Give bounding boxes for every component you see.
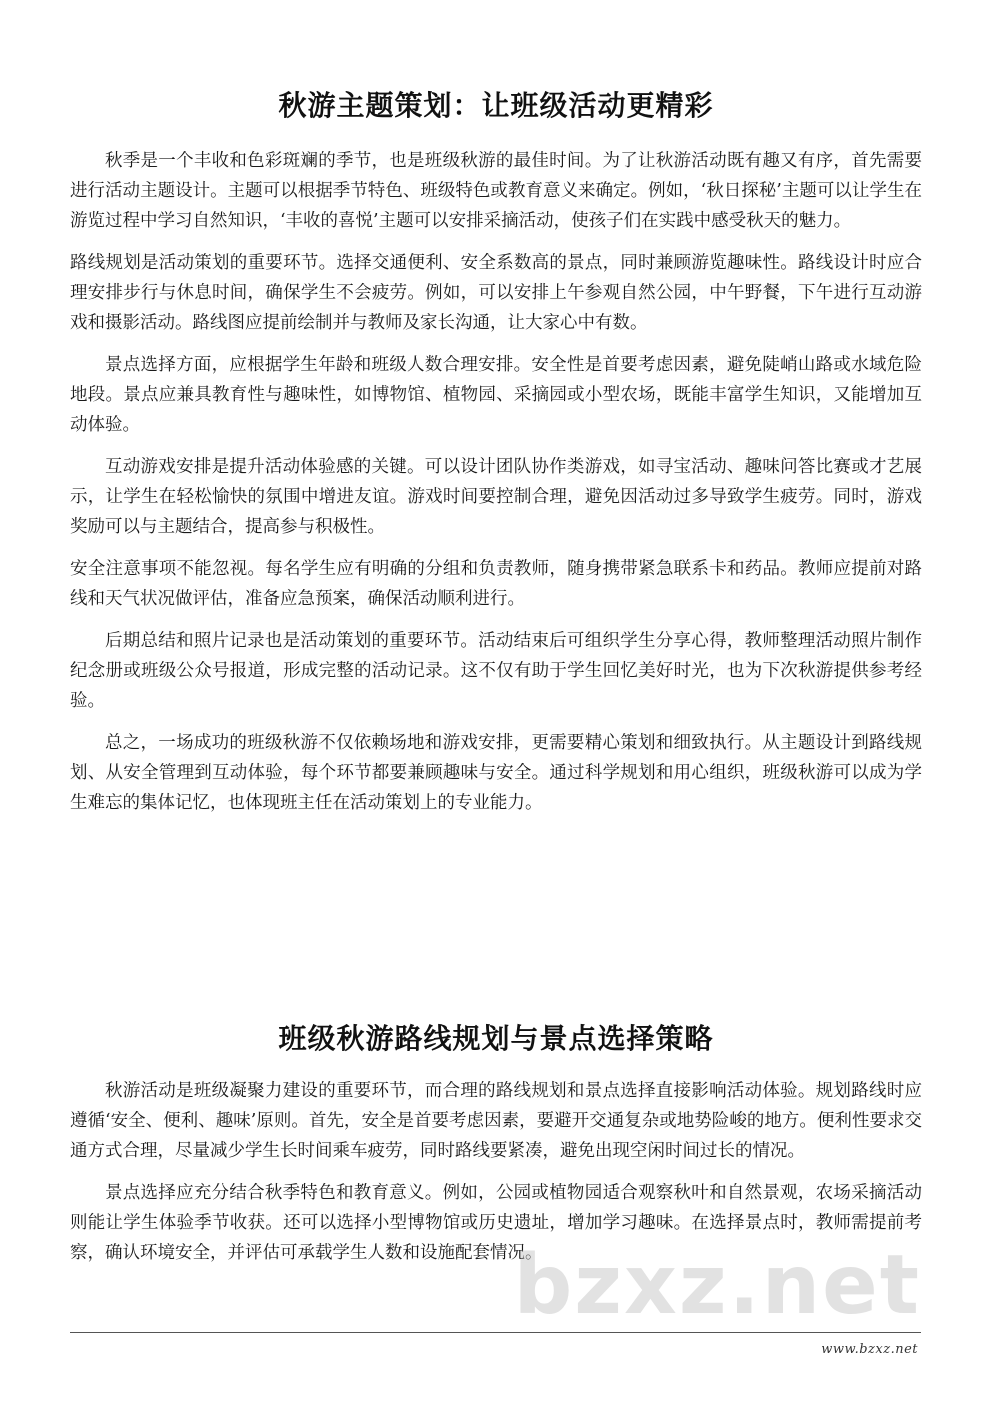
- paragraph: 总之，一场成功的班级秋游不仅依赖场地和游戏安排，更需要精心策划和细致执行。从主题设计到路线规划、从安全管理到互动体验，每个环节都要兼顾趣味与安全。通过科学规划和用心组织，班级秋游可以成为学生难忘的集体记忆，也体现班主任在活动策划上的专业能力。: [70, 733, 922, 813]
- section-title: 秋游主题策划：让班级活动更精彩: [278, 89, 714, 122]
- section-body: [70, 146, 922, 830]
- paragraph: 安全注意事项不能忽视。每名学生应有明确的分组和负责教师，随身携带紧急联系卡和药品。教师应提前对路线和天气状况做评估，准备应急预案，确保活动顺利进行。: [70, 559, 922, 609]
- section-body: [70, 1076, 922, 1280]
- watermark: bzxz.net: [513, 1238, 921, 1333]
- document-page: [70, 0, 922, 1404]
- paragraph: 互动游戏安排是提升活动体验感的关键。可以设计团队协作类游戏，如寻宝活动、趣味问答比赛或才艺展示，让学生在轻松愉快的氛围中增进友谊。游戏时间要控制合理，避免因活动过多导致学生疲劳。同时，游戏奖励可以与主题结合，提高参与积极性。: [70, 457, 922, 537]
- paragraph: 景点选择应充分结合秋季特色和教育意义。例如，公园或植物园适合观察秋叶和自然景观，农场采摘活动则能让学生体验季节收获。还可以选择小型博物馆或历史遗址，增加学习趣味。在选择景点时，教师需提前考察，确认环境安全，并评估可承载学生人数和设施配套情况。: [70, 1183, 922, 1263]
- paragraph: 后期总结和照片记录也是活动策划的重要环节。活动结束后可组织学生分享心得，教师整理活动照片制作纪念册或班级公众号报道，形成完整的活动记录。这不仅有助于学生回忆美好时光，也为下次秋游提供参考经验。: [70, 631, 922, 711]
- footer-url: www.bzxz.net: [821, 1342, 918, 1357]
- paragraph: 秋季是一个丰收和色彩斑斓的季节，也是班级秋游的最佳时间。为了让秋游活动既有趣又有序，首先需要进行活动主题设计。主题可以根据季节特色、班级特色或教育意义来确定。例如，‘秋日探秘’主题可以让学生在游览过程中学习自然知识，‘丰收的喜悦’主题可以安排采摘活动，使孩子们在实践中感受秋天的魅力。: [70, 151, 922, 231]
- section-title: 班级秋游路线规划与景点选择策略: [278, 1022, 714, 1055]
- paragraph: 景点选择方面，应根据学生年龄和班级人数合理安排。安全性是首要考虑因素，避免陡峭山路或水域危险地段。景点应兼具教育性与趣味性，如博物馆、植物园、采摘园或小型农场，既能丰富学生知识，又能增加互动体验。: [70, 355, 922, 435]
- footer-divider: [70, 1332, 921, 1333]
- paragraph: 秋游活动是班级凝聚力建设的重要环节，而合理的路线规划和景点选择直接影响活动体验。规划路线时应遵循‘安全、便利、趣味’原则。首先，安全是首要考虑因素，要避开交通复杂或地势险峻的地方。便利性要求交通方式合理，尽量减少学生长时间乘车疲劳，同时路线要紧凑，避免出现空闲时间过长的情况。: [70, 1081, 922, 1161]
- paragraph: 路线规划是活动策划的重要环节。选择交通便利、安全系数高的景点，同时兼顾游览趣味性。路线设计时应合理安排步行与休息时间，确保学生不会疲劳。例如，可以安排上午参观自然公园，中午野餐，下午进行互动游戏和摄影活动。路线图应提前绘制并与教师及家长沟通，让大家心中有数。: [70, 253, 922, 333]
